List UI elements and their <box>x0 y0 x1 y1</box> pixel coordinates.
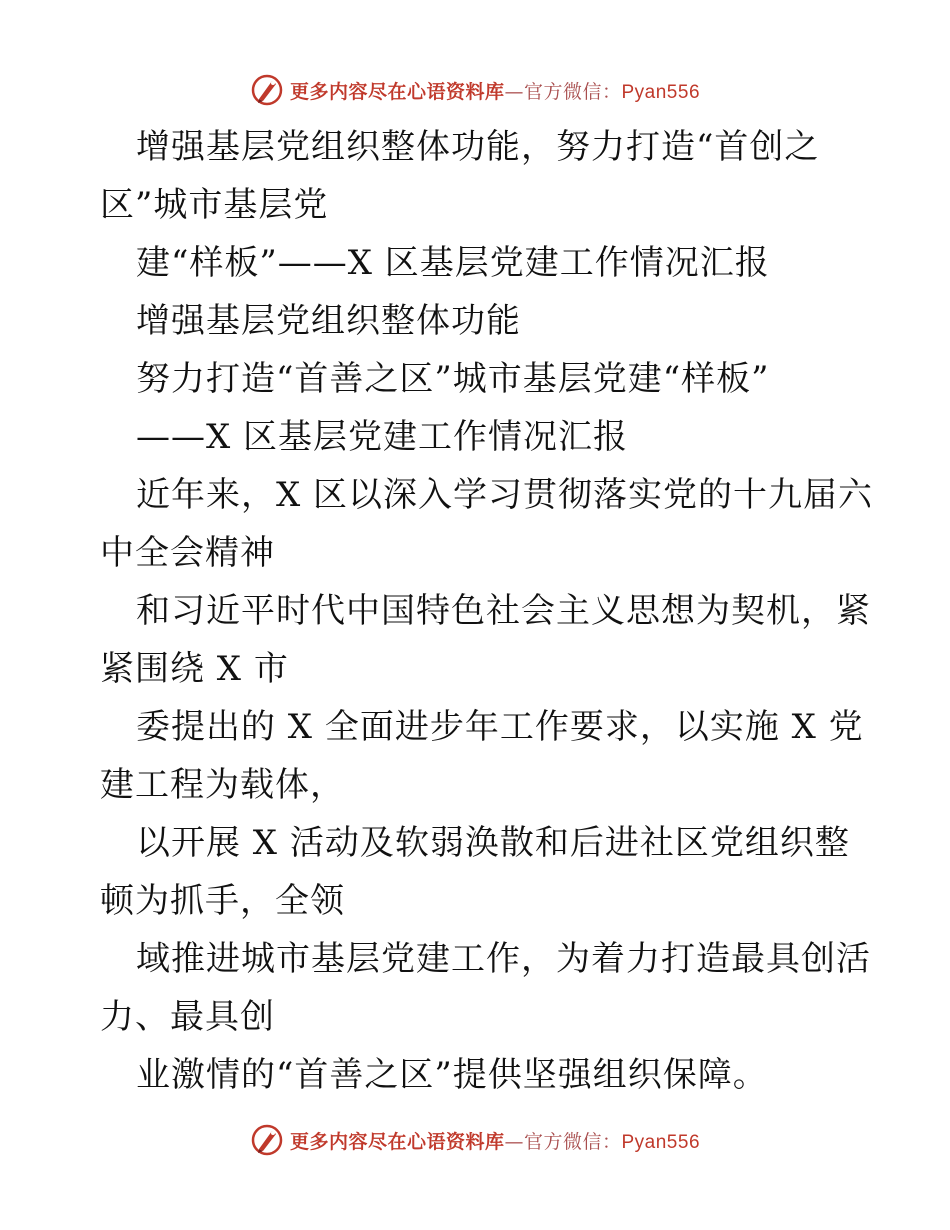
watermark-header <box>0 70 950 110</box>
text-line: 业激情的“首善之区”提供坚强组织保障。 <box>136 1055 768 1095</box>
text-line: 力、最具创 <box>100 997 275 1037</box>
watermark-separator: — <box>504 80 524 103</box>
text-line: 区”城市基层党 <box>100 185 329 225</box>
watermark-site-text: 更多内容尽在心语资料库 <box>289 1130 505 1153</box>
watermark-text <box>290 77 700 104</box>
watermark-wechat-id: Pyan556 <box>621 81 701 103</box>
watermark-site-text: 更多内容尽在心语资料库 <box>289 80 505 103</box>
text-line: 和习近平时代中国特色社会主义思想为契机，紧 <box>136 591 871 631</box>
text-line: 委提出的 X 全面进步年工作要求，以实施 X 党 <box>136 707 864 747</box>
text-line: 域推进城市基层党建工作，为着力打造最具创活 <box>136 939 871 979</box>
watermark-wechat-id: Pyan556 <box>621 1131 701 1153</box>
document-body <box>100 118 874 1104</box>
text-line: 顿为抓手，全领 <box>100 881 345 921</box>
watermark-wechat-label: 官方微信： <box>523 1130 622 1153</box>
watermark-text <box>290 1127 700 1154</box>
pen-logo-icon <box>250 73 284 107</box>
watermark-separator: — <box>504 1130 524 1153</box>
text-line: 中全会精神 <box>100 533 275 573</box>
text-line: 努力打造“首善之区”城市基层党建“样板” <box>136 359 770 399</box>
text-line: 以开展 X 活动及软弱涣散和后进社区党组织整 <box>136 823 850 863</box>
text-line: 增强基层党组织整体功能，努力打造“首创之 <box>136 127 820 167</box>
watermark-wechat-label: 官方微信： <box>523 80 622 103</box>
pen-logo-icon <box>250 1123 284 1157</box>
text-line: 增强基层党组织整体功能 <box>136 301 521 341</box>
text-line: 建工程为载体， <box>100 765 345 805</box>
watermark-footer <box>0 1120 950 1160</box>
text-line: 建“样板”——X 区基层党建工作情况汇报 <box>136 243 770 283</box>
text-line: ——X 区基层党建工作情况汇报 <box>136 417 629 457</box>
text-line: 近年来，X 区以深入学习贯彻落实党的十九届六 <box>136 475 874 515</box>
text-line: 紧围绕 X 市 <box>100 649 289 689</box>
